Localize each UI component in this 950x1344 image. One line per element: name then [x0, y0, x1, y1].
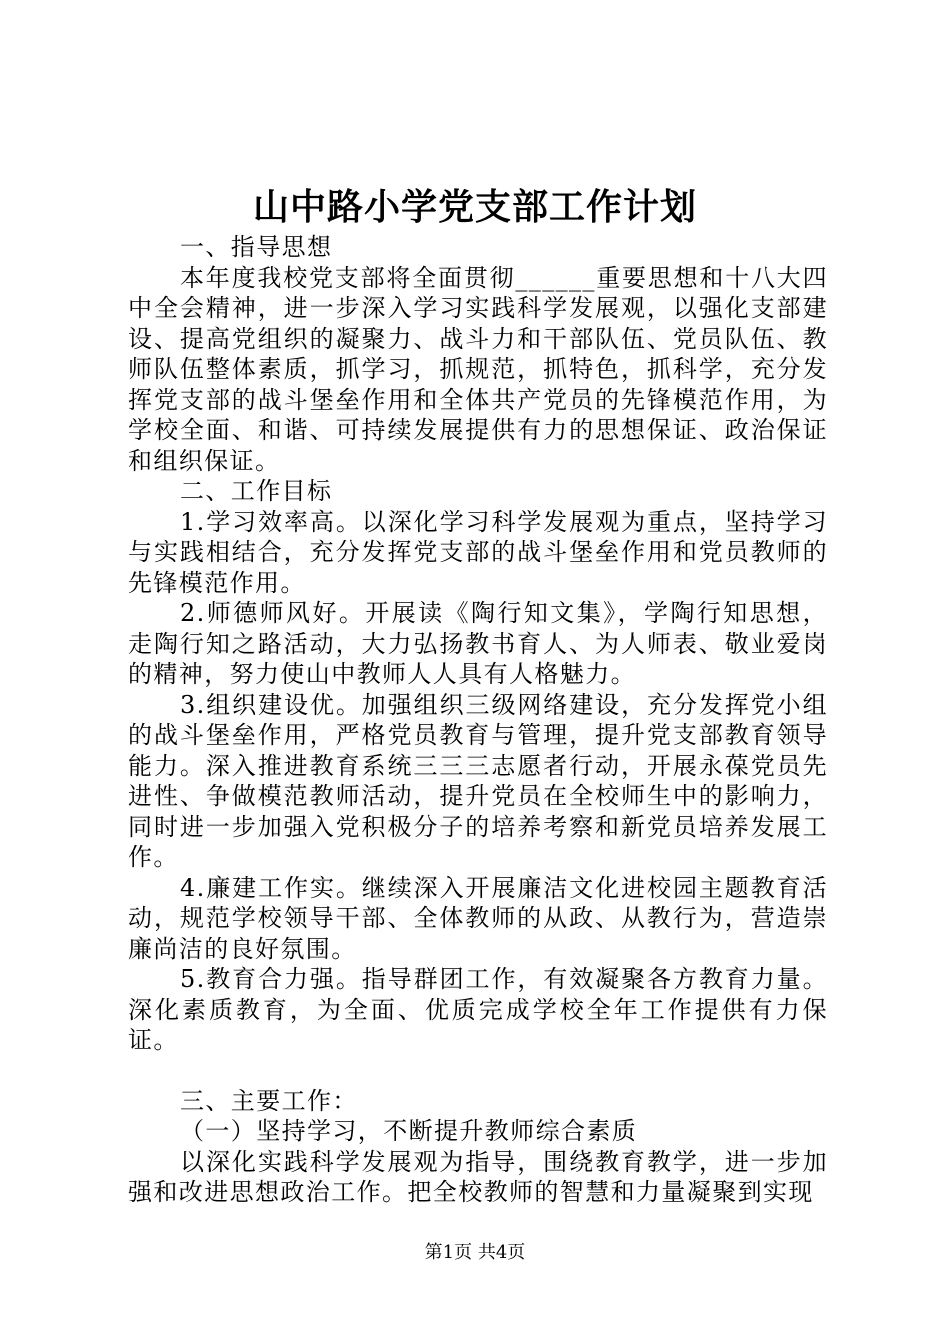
document-title: 山中路小学党支部工作计划 [252, 186, 697, 228]
goal-item-4: 4.廉建工作实。继续深入开展廉洁文化进校园主题教育活动，规范学校领导干部、全体教师的从政、从教行为，营造崇廉尚洁的良好氛围。 [128, 873, 828, 963]
goal-item-1: 1.学习效率高。以深化学习科学发展观为重点，坚持学习与实践相结合，充分发挥党支部的战斗堡垒作用和党员教师的先锋模范作用。 [128, 507, 828, 597]
subheading-study: （一）坚持学习，不断提升教师综合素质 [180, 1117, 638, 1145]
document-body [128, 232, 828, 1208]
goal-item-5: 5.教育合力强。指导群团工作，有效凝聚各方教育力量。深化素质教育，为全面、优质完成学校全年工作提供有力保证。 [128, 965, 828, 1054]
heading-main-work: 三、主要工作： [180, 1086, 358, 1115]
goal-item-2: 2.师德师风好。开展读《陶行知文集》，学陶行知思想，走陶行知之路活动，大力弘扬教书育人、为人师表、敬业爱岗的精神，努力使山中教师人人具有人格魅力。 [128, 599, 828, 688]
heading-guiding-ideology: 一、指导思想 [180, 233, 333, 261]
heading-work-goals: 二、工作目标 [180, 477, 333, 505]
goal-item-3: 3.组织建设优。加强组织三级网络建设，充分发挥党小组的战斗堡垒作用，严格党员教育与管理，提升党支部教育领导能力。深入推进教育系统三三三志愿者行动，开展永葆党员先进性、争做模范教师活动，提升党员在全校师生中的影响力，同时进一步加强入党积极分子的培养考察和新党员培养发展工作。 [128, 690, 828, 871]
page-number: 第1页 共4页 [424, 1242, 526, 1263]
paragraph-study: 以深化实践科学发展观为指导，围绕教育教学，进一步加强和改进思想政治工作。把全校教师的智慧和力量凝聚到实现 [128, 1147, 828, 1206]
paragraph-guiding-ideology: 本年度我校党支部将全面贯彻______重要思想和十八大四中全会精神，进一步深入学习实践科学发展观，以强化支部建设、提高党组织的凝聚力、战斗力和干部队伍、党员队伍、教师队伍整体素质，抓学习，抓规范，抓特色，抓科学，充分发挥党支部的战斗堡垒作用和全体共产党员的先锋模范作用，为学校全面、和谐、可持续发展提供有力的思想保证、政治保证和组织保证。 [128, 263, 828, 475]
